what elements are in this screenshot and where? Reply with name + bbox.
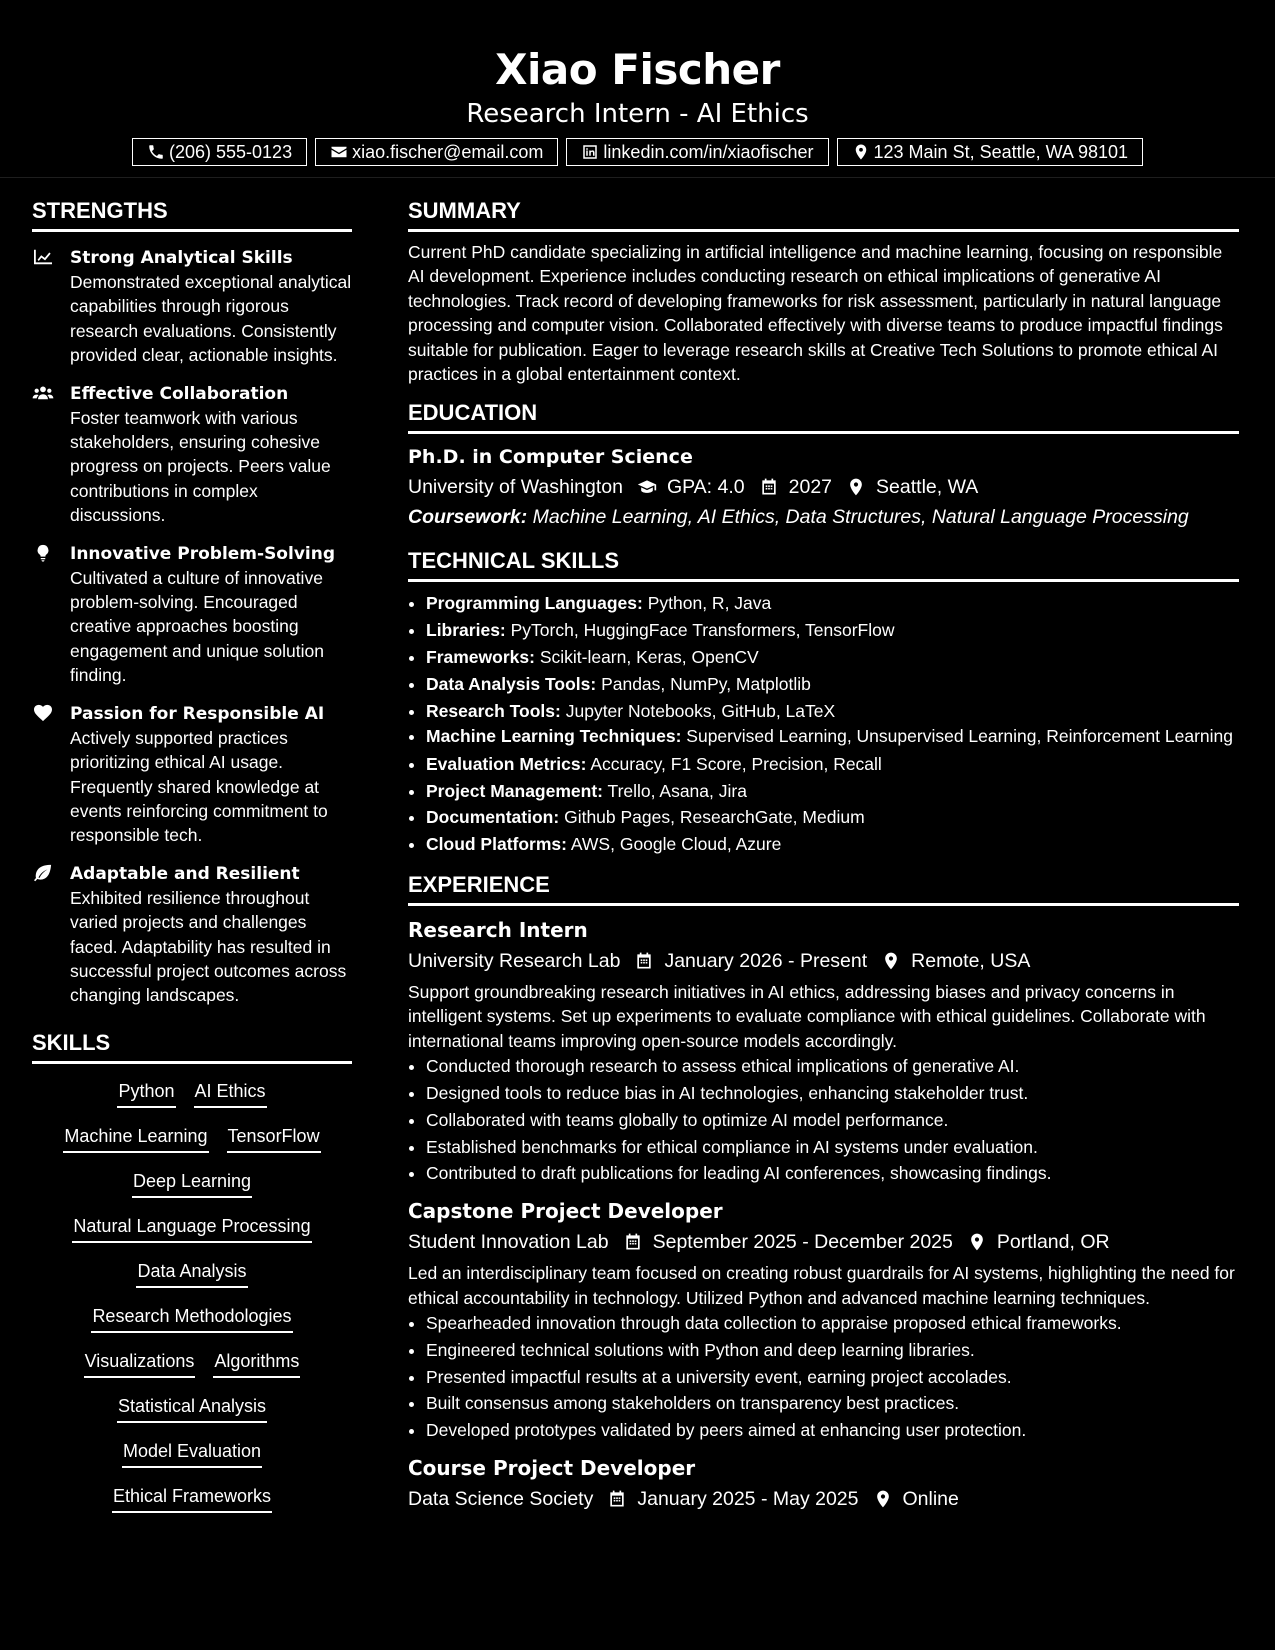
candidate-name: Xiao Fischer — [495, 45, 780, 94]
skill-chip: Research Methodologies — [91, 1303, 292, 1333]
linkedin-icon — [581, 143, 599, 161]
summary-text: Current PhD candidate specializing in artificial intelligence and machine learning, focusing on responsible AI development. Experience includes conducting research on ethical implications of generative AI technologies. Track record of developing frameworks for risk assessment, particularly in natural language processing and computer vision. Collaborated effectively with diverse teams to produce impactful findings suitable for publication. Eager to leverage research skills at Creative Tech Solutions to promote ethical AI practices in a global entertainment context. — [408, 242, 1223, 385]
list-item: • Built consensus among stakeholders on transparency best practices. — [426, 1390, 1239, 1417]
skills-list — [32, 1078, 352, 1528]
strength-title: Effective Collaboration — [70, 383, 289, 404]
contact-phone-text: (206) 555-0123 — [168, 141, 293, 162]
list-item: • Frameworks: Scikit-learn, Keras, OpenCV — [426, 644, 1239, 671]
list-item: • Research Tools: Jupyter Notebooks, GitHub, LaTeX — [426, 698, 1239, 725]
left-column — [32, 198, 352, 1528]
coursework — [408, 502, 1239, 532]
summary-heading: SUMMARY — [408, 198, 1239, 232]
education-meta — [408, 472, 1239, 502]
job-org: Data Science Society — [408, 1488, 594, 1511]
skill-chip: Data Analysis — [136, 1258, 247, 1288]
users-icon — [32, 384, 54, 402]
email-icon — [330, 143, 348, 161]
list-item: • Presented impactful results at a university event, earning project accolades. — [426, 1364, 1239, 1391]
strength-title: Adaptable and Resilient — [70, 863, 300, 884]
education-heading: EDUCATION — [408, 400, 1239, 434]
location-icon — [873, 1489, 893, 1509]
strength-desc: Foster teamwork with various stakeholders, ensuring cohesive progress on projects. Peers value contributions in complex discussions. — [70, 407, 331, 526]
contact-phone[interactable] — [132, 138, 307, 166]
calendar-icon — [634, 951, 654, 971]
job-org: University Research Lab — [408, 950, 621, 973]
strength-title: Strong Analytical Skills — [70, 248, 293, 268]
calendar-icon — [623, 1232, 643, 1252]
job-meta — [408, 1484, 1239, 1514]
strength-item — [32, 702, 352, 848]
skill-chip: Algorithms — [213, 1348, 300, 1378]
job-location: Remote, USA — [911, 950, 1031, 973]
list-item: • Contributed to draft publications for leading AI conferences, showcasing findings. — [426, 1160, 1239, 1187]
skill-chip: TensorFlow — [227, 1123, 321, 1153]
list-item: • Spearheaded innovation through data collection to appraise proposed ethical frameworks. — [426, 1310, 1239, 1337]
skills-heading: SKILLS — [32, 1030, 352, 1064]
job-location: Online — [902, 1488, 959, 1511]
skill-chip: Natural Language Processing — [72, 1213, 311, 1243]
leaf-icon — [32, 864, 54, 882]
contact-email-text: xiao.fischer@email.com — [352, 141, 544, 162]
technical-skills-list — [408, 590, 1239, 858]
contact-address[interactable] — [837, 138, 1144, 166]
job-entry — [408, 1454, 1239, 1514]
list-item: • Programming Languages: Python, R, Java — [426, 590, 1239, 617]
heart-icon — [32, 704, 54, 722]
contact-linkedin-text: linkedin.com/in/xiaofischer — [603, 141, 814, 162]
candidate-title: Research Intern - AI Ethics — [466, 99, 809, 129]
strength-item — [32, 246, 352, 368]
job-entry — [408, 916, 1239, 1187]
contact-email[interactable] — [315, 138, 558, 166]
skill-chip: Model Evaluation — [122, 1438, 262, 1468]
job-dates: September 2025 - December 2025 — [652, 1231, 953, 1254]
chart-line-icon — [32, 248, 54, 266]
list-item: • Project Management: Trello, Asana, Jira — [426, 778, 1239, 805]
graduation-cap-icon — [637, 477, 657, 497]
skill-chip: Visualizations — [84, 1348, 196, 1378]
lightbulb-icon — [32, 544, 54, 562]
strength-title: Innovative Problem-Solving — [70, 543, 335, 564]
list-item: • Developed prototypes validated by peers aimed at enhancing user protection. — [426, 1417, 1239, 1444]
job-bullets — [408, 1053, 1239, 1187]
strength-item — [32, 862, 352, 1008]
calendar-icon — [759, 477, 779, 497]
coursework-list: Machine Learning, AI Ethics, Data Structures, Natural Language Processing — [532, 506, 1189, 529]
list-item: • Conducted thorough research to assess ethical implications of generative AI. — [426, 1053, 1239, 1080]
list-item: • Machine Learning Techniques: Supervised Learning, Unsupervised Learning, Reinforcement Learning — [426, 724, 1239, 750]
strength-desc: Exhibited resilience throughout varied projects and challenges faced. Adaptability has resulted in successful project outcomes across changing landscapes. — [70, 887, 347, 1006]
school-name: University of Washington — [408, 476, 623, 499]
job-dates: January 2025 - May 2025 — [637, 1488, 859, 1511]
location-icon — [967, 1232, 987, 1252]
skill-chip: Deep Learning — [132, 1168, 252, 1198]
list-item: • Libraries: PyTorch, HuggingFace Transformers, TensorFlow — [426, 617, 1239, 644]
school-location: Seattle, WA — [876, 476, 979, 499]
contact-bar — [0, 138, 1275, 166]
strength-item — [32, 382, 352, 528]
strength-desc: Actively supported practices prioritizing ethical AI usage. Frequently shared knowledge at events reinforcing commitment to responsible tech. — [70, 727, 328, 846]
list-item: • Established benchmarks for ethical compliance in AI systems under evaluation. — [426, 1134, 1239, 1161]
list-item: • Documentation: Github Pages, ResearchGate, Medium — [426, 804, 1239, 831]
skill-chip: Python — [117, 1078, 175, 1108]
location-icon — [852, 143, 870, 161]
list-item: • Designed tools to reduce bias in AI technologies, enhancing stakeholder trust. — [426, 1080, 1239, 1107]
job-dates: January 2026 - Present — [664, 950, 868, 973]
list-item: • Evaluation Metrics: Accuracy, F1 Score, Precision, Recall — [426, 751, 1239, 778]
calendar-icon — [607, 1489, 627, 1509]
experience-heading: EXPERIENCE — [408, 872, 1239, 906]
phone-icon — [147, 143, 165, 161]
strength-desc: Demonstrated exceptional analytical capabilities through rigorous research evaluations. Consistently provided clear, actionable insights. — [70, 272, 352, 366]
job-org: Student Innovation Lab — [408, 1231, 609, 1254]
strengths-heading: STRENGTHS — [32, 198, 352, 232]
contact-address-text: 123 Main St, Seattle, WA 98101 — [873, 141, 1129, 162]
job-title: Research Intern — [408, 918, 588, 943]
skill-chip: AI Ethics — [194, 1078, 267, 1108]
job-entry — [408, 1197, 1239, 1444]
skill-chip: Statistical Analysis — [117, 1393, 267, 1423]
degree-title: Ph.D. in Computer Science — [408, 446, 693, 469]
right-column — [408, 198, 1239, 1524]
job-meta — [408, 1227, 1239, 1257]
job-title: Capstone Project Developer — [408, 1199, 723, 1224]
list-item: • Engineered technical solutions with Python and deep learning libraries. — [426, 1337, 1239, 1364]
list-item: • Collaborated with teams globally to optimize AI model performance. — [426, 1107, 1239, 1134]
technical-skills-heading: TECHNICAL SKILLS — [408, 548, 1239, 582]
job-meta — [408, 946, 1239, 976]
strength-desc: Cultivated a culture of innovative problem-solving. Encouraged creative approaches boosting engagement and unique solution finding. — [70, 567, 324, 686]
skill-chip: Machine Learning — [63, 1123, 208, 1153]
job-location: Portland, OR — [996, 1231, 1110, 1254]
resume-header — [0, 0, 1275, 178]
skill-chip: Ethical Frameworks — [112, 1483, 272, 1513]
coursework-label: Coursework: — [408, 506, 528, 529]
job-description: Support groundbreaking research initiatives in AI ethics, addressing biases and privacy concerns in intelligent systems. Set up experiments to evaluate compliance with ethical guidelines. Collaborate with international teams improving open-source models accordingly. — [408, 982, 1206, 1051]
graduation-year: 2027 — [788, 476, 833, 499]
location-icon — [846, 477, 866, 497]
strength-item — [32, 542, 352, 688]
strength-title: Passion for Responsible AI — [70, 703, 325, 724]
list-item: • Cloud Platforms: AWS, Google Cloud, Azure — [426, 831, 1239, 858]
contact-linkedin[interactable] — [566, 138, 828, 166]
gpa: GPA: 4.0 — [666, 476, 745, 499]
list-item: • Data Analysis Tools: Pandas, NumPy, Matplotlib — [426, 671, 1239, 698]
location-icon — [881, 951, 901, 971]
job-title: Course Project Developer — [408, 1456, 696, 1481]
job-description: Led an interdisciplinary team focused on creating robust guardrails for AI systems, highlighting the need for ethical accountability in technology. Utilized Python and advanced machine learning techniques. — [408, 1263, 1235, 1308]
job-bullets — [408, 1310, 1239, 1444]
